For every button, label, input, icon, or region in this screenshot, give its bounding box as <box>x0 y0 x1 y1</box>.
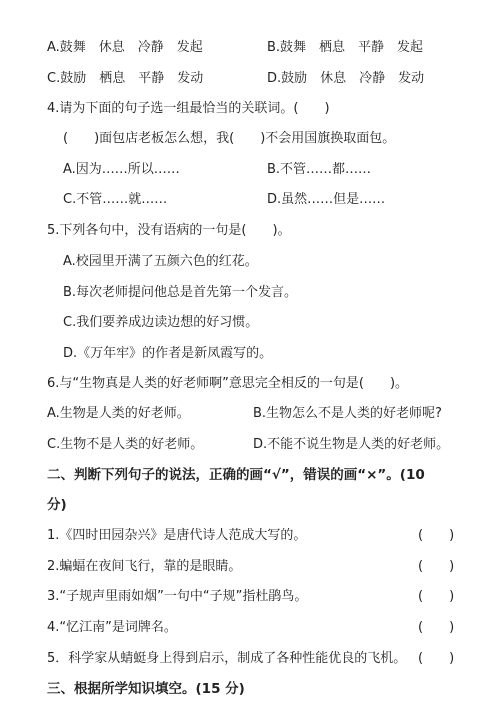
q5-stem: 5.下列各句中，没有语病的一句是( )。 <box>47 223 291 238</box>
q4-sentence: ( )面包店老板怎么想，我( )不会用国旗换取面包。 <box>63 131 396 146</box>
q5-option-a: A.校园里开满了五颜六色的红花。 <box>63 254 258 269</box>
q4-option-a: A.因为……所以…… <box>63 162 180 177</box>
section3-title: 三、根据所学知识填空。(15 分) <box>47 681 245 697</box>
judge-item-1: 1.《四时田园杂兴》是唐代诗人范成大写的。 <box>47 528 307 543</box>
q3-option-c: C.鼓励 栖息 平静 发动 <box>47 71 204 86</box>
q4-option-b: B.不管……都…… <box>267 162 372 177</box>
answer-paren-2[interactable]: ( ) <box>418 559 455 574</box>
q3-option-a: A.鼓舞 休息 冷静 发起 <box>47 40 203 55</box>
judge-item-4: 4.“忆江南”是词牌名。 <box>47 620 177 635</box>
q5-option-b: B.每次老师提问他总是首先第一个发言。 <box>63 285 298 300</box>
judge-item-2: 2.蝙蝠在夜间飞行，靠的是眼睛。 <box>47 559 242 574</box>
section2-title-cont: 分) <box>47 497 67 513</box>
section2-title: 二、判断下列句子的说法，正确的画“√”，错误的画“×”。(10 <box>47 467 425 483</box>
q4-stem: 4.请为下面的句子选一组最恰当的关联词。( ) <box>47 101 330 116</box>
answer-paren-1[interactable]: ( ) <box>418 528 455 543</box>
answer-paren-4[interactable]: ( ) <box>418 620 455 635</box>
answer-paren-3[interactable]: ( ) <box>418 589 455 604</box>
q4-option-c: C.不管……就…… <box>63 192 168 207</box>
q3-option-b: B.鼓舞 栖息 平静 发起 <box>267 40 424 55</box>
q6-option-d: D.不能不说生物是人类的好老师。 <box>253 437 450 452</box>
q5-option-c: C.我们要养成边读边想的好习惯。 <box>63 315 259 330</box>
q5-option-d: D.《万年牢》的作者是新凤霞写的。 <box>63 346 273 361</box>
q6-option-c: C.生物不是人类的好老师。 <box>47 437 204 452</box>
judge-item-3: 3.“子规声里雨如烟”一句中“子规”指杜鹃鸟。 <box>47 589 308 604</box>
q4-option-d: D.虽然……但是…… <box>267 192 386 207</box>
q6-option-b: B.生物怎么不是人类的好老师呢? <box>253 406 442 421</box>
answer-paren-5[interactable]: ( ) <box>418 651 455 666</box>
q6-stem: 6.与“生物真是人类的好老师啊”意思完全相反的一句是( )。 <box>47 376 409 391</box>
q3-option-d: D.鼓励 休息 冷静 发动 <box>267 71 425 86</box>
q6-option-a: A.生物是人类的好老师。 <box>47 406 190 421</box>
judge-item-5: 5．科学家从蜻蜓身上得到启示，制成了各种性能优良的飞机。 <box>47 651 407 666</box>
